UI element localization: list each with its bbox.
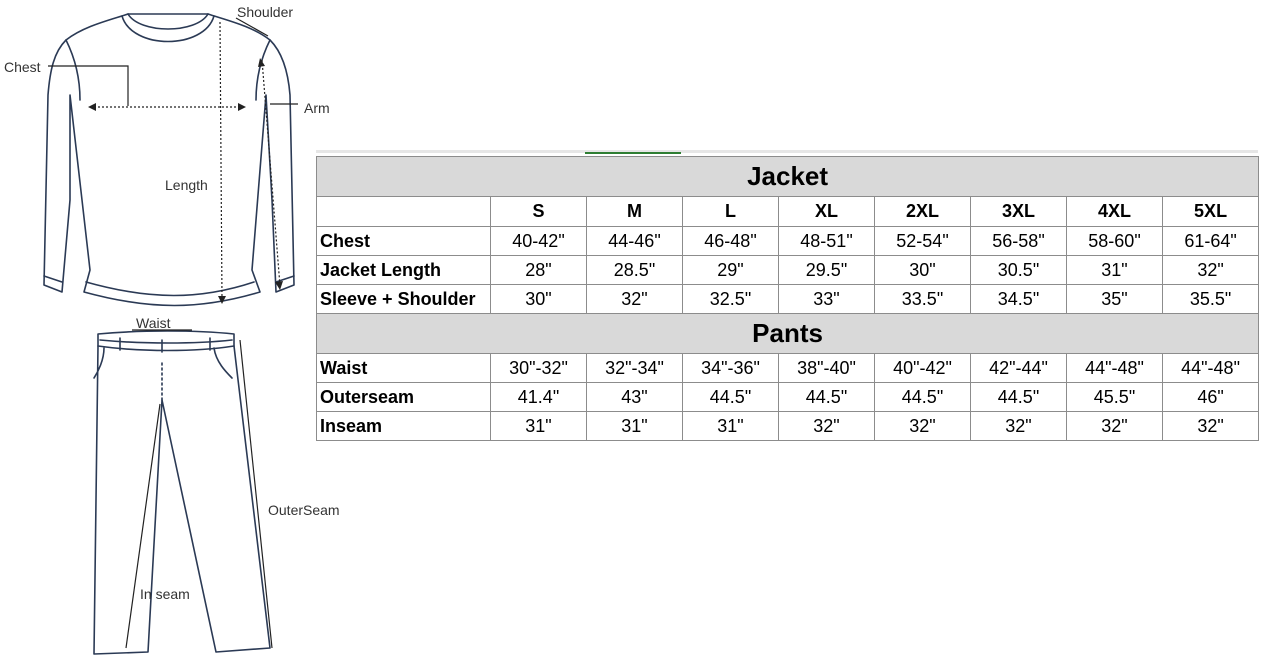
table-cell: 44"-48" bbox=[1163, 354, 1259, 383]
table-cell: 35.5" bbox=[1163, 285, 1259, 314]
table-cell: 32"-34" bbox=[587, 354, 683, 383]
table-cell: 30" bbox=[875, 256, 971, 285]
row-label-inseam: Inseam bbox=[317, 412, 491, 441]
table-row bbox=[317, 285, 1259, 314]
table-cell: 32" bbox=[1163, 256, 1259, 285]
outer-seam-label: OuterSeam bbox=[268, 502, 340, 518]
table-cell: 44"-48" bbox=[1067, 354, 1163, 383]
table-cell: 30"-32" bbox=[491, 354, 587, 383]
table-cell: 44-46" bbox=[587, 227, 683, 256]
table-cell: 44.5" bbox=[971, 383, 1067, 412]
shoulder-label: Shoulder bbox=[237, 4, 294, 20]
table-cell: 52-54" bbox=[875, 227, 971, 256]
table-cell: 42"-44" bbox=[971, 354, 1067, 383]
size-header-4xl: 4XL bbox=[1067, 197, 1163, 227]
chest-arrow-right bbox=[238, 103, 246, 111]
table-cell: 46-48" bbox=[683, 227, 779, 256]
size-header-3xl: 3XL bbox=[971, 197, 1067, 227]
table-cell: 32" bbox=[779, 412, 875, 441]
size-header-xl: XL bbox=[779, 197, 875, 227]
table-cell: 48-51" bbox=[779, 227, 875, 256]
row-label-sleeve-shoulder: Sleeve + Shoulder bbox=[317, 285, 491, 314]
chart-top-accent bbox=[585, 152, 681, 154]
table-cell: 32" bbox=[587, 285, 683, 314]
length-measure-line bbox=[220, 22, 222, 300]
arm-measure-line bbox=[262, 60, 280, 286]
garment-measurement-diagram bbox=[0, 0, 360, 660]
size-header-m: M bbox=[587, 197, 683, 227]
table-cell: 31" bbox=[683, 412, 779, 441]
table-cell: 31" bbox=[491, 412, 587, 441]
table-row bbox=[317, 256, 1259, 285]
row-label-waist: Waist bbox=[317, 354, 491, 383]
table-cell: 35" bbox=[1067, 285, 1163, 314]
size-header-s: S bbox=[491, 197, 587, 227]
table-cell: 34.5" bbox=[971, 285, 1067, 314]
table-row bbox=[317, 412, 1259, 441]
jacket-section-title: Jacket bbox=[317, 157, 1259, 197]
chest-label: Chest bbox=[4, 59, 41, 75]
pants-section-row bbox=[317, 314, 1259, 354]
table-cell: 31" bbox=[587, 412, 683, 441]
table-cell: 34"-36" bbox=[683, 354, 779, 383]
table-cell: 44.5" bbox=[779, 383, 875, 412]
header-corner-cell bbox=[317, 197, 491, 227]
pants-section-title: Pants bbox=[317, 314, 1259, 354]
table-cell: 28" bbox=[491, 256, 587, 285]
table-cell: 44.5" bbox=[875, 383, 971, 412]
size-chart-table bbox=[316, 156, 1259, 441]
table-cell: 32" bbox=[1067, 412, 1163, 441]
table-cell: 33" bbox=[779, 285, 875, 314]
table-cell: 40"-42" bbox=[875, 354, 971, 383]
chest-arrow-left bbox=[88, 103, 96, 111]
row-label-outerseam: Outerseam bbox=[317, 383, 491, 412]
table-cell: 33.5" bbox=[875, 285, 971, 314]
in-seam-label: In seam bbox=[140, 586, 190, 602]
size-header-5xl: 5XL bbox=[1163, 197, 1259, 227]
table-cell: 58-60" bbox=[1067, 227, 1163, 256]
table-cell: 46" bbox=[1163, 383, 1259, 412]
sweater-illustration bbox=[44, 14, 294, 306]
jacket-section-row bbox=[317, 157, 1259, 197]
table-cell: 44.5" bbox=[683, 383, 779, 412]
table-cell: 43" bbox=[587, 383, 683, 412]
table-cell: 28.5" bbox=[587, 256, 683, 285]
table-cell: 31" bbox=[1067, 256, 1163, 285]
size-header-row bbox=[317, 197, 1259, 227]
size-header-l: L bbox=[683, 197, 779, 227]
shoulder-measure-line bbox=[236, 18, 268, 36]
size-header-2xl: 2XL bbox=[875, 197, 971, 227]
table-row bbox=[317, 354, 1259, 383]
chart-top-rule bbox=[316, 150, 1258, 153]
table-row bbox=[317, 383, 1259, 412]
table-cell: 32" bbox=[875, 412, 971, 441]
table-cell: 56-58" bbox=[971, 227, 1067, 256]
row-label-chest: Chest bbox=[317, 227, 491, 256]
chest-pointer-line bbox=[48, 66, 128, 106]
table-cell: 30" bbox=[491, 285, 587, 314]
table-cell: 32.5" bbox=[683, 285, 779, 314]
waist-label: Waist bbox=[136, 315, 171, 331]
length-label: Length bbox=[165, 177, 208, 193]
table-cell: 45.5" bbox=[1067, 383, 1163, 412]
outer-seam-measure-line bbox=[240, 340, 272, 648]
table-cell: 41.4" bbox=[491, 383, 587, 412]
table-cell: 38"-40" bbox=[779, 354, 875, 383]
table-cell: 29" bbox=[683, 256, 779, 285]
table-row bbox=[317, 227, 1259, 256]
table-cell: 32" bbox=[971, 412, 1067, 441]
table-cell: 32" bbox=[1163, 412, 1259, 441]
arm-label: Arm bbox=[304, 100, 330, 116]
table-cell: 30.5" bbox=[971, 256, 1067, 285]
row-label-jacket-length: Jacket Length bbox=[317, 256, 491, 285]
table-cell: 40-42" bbox=[491, 227, 587, 256]
table-cell: 29.5" bbox=[779, 256, 875, 285]
table-cell: 61-64" bbox=[1163, 227, 1259, 256]
